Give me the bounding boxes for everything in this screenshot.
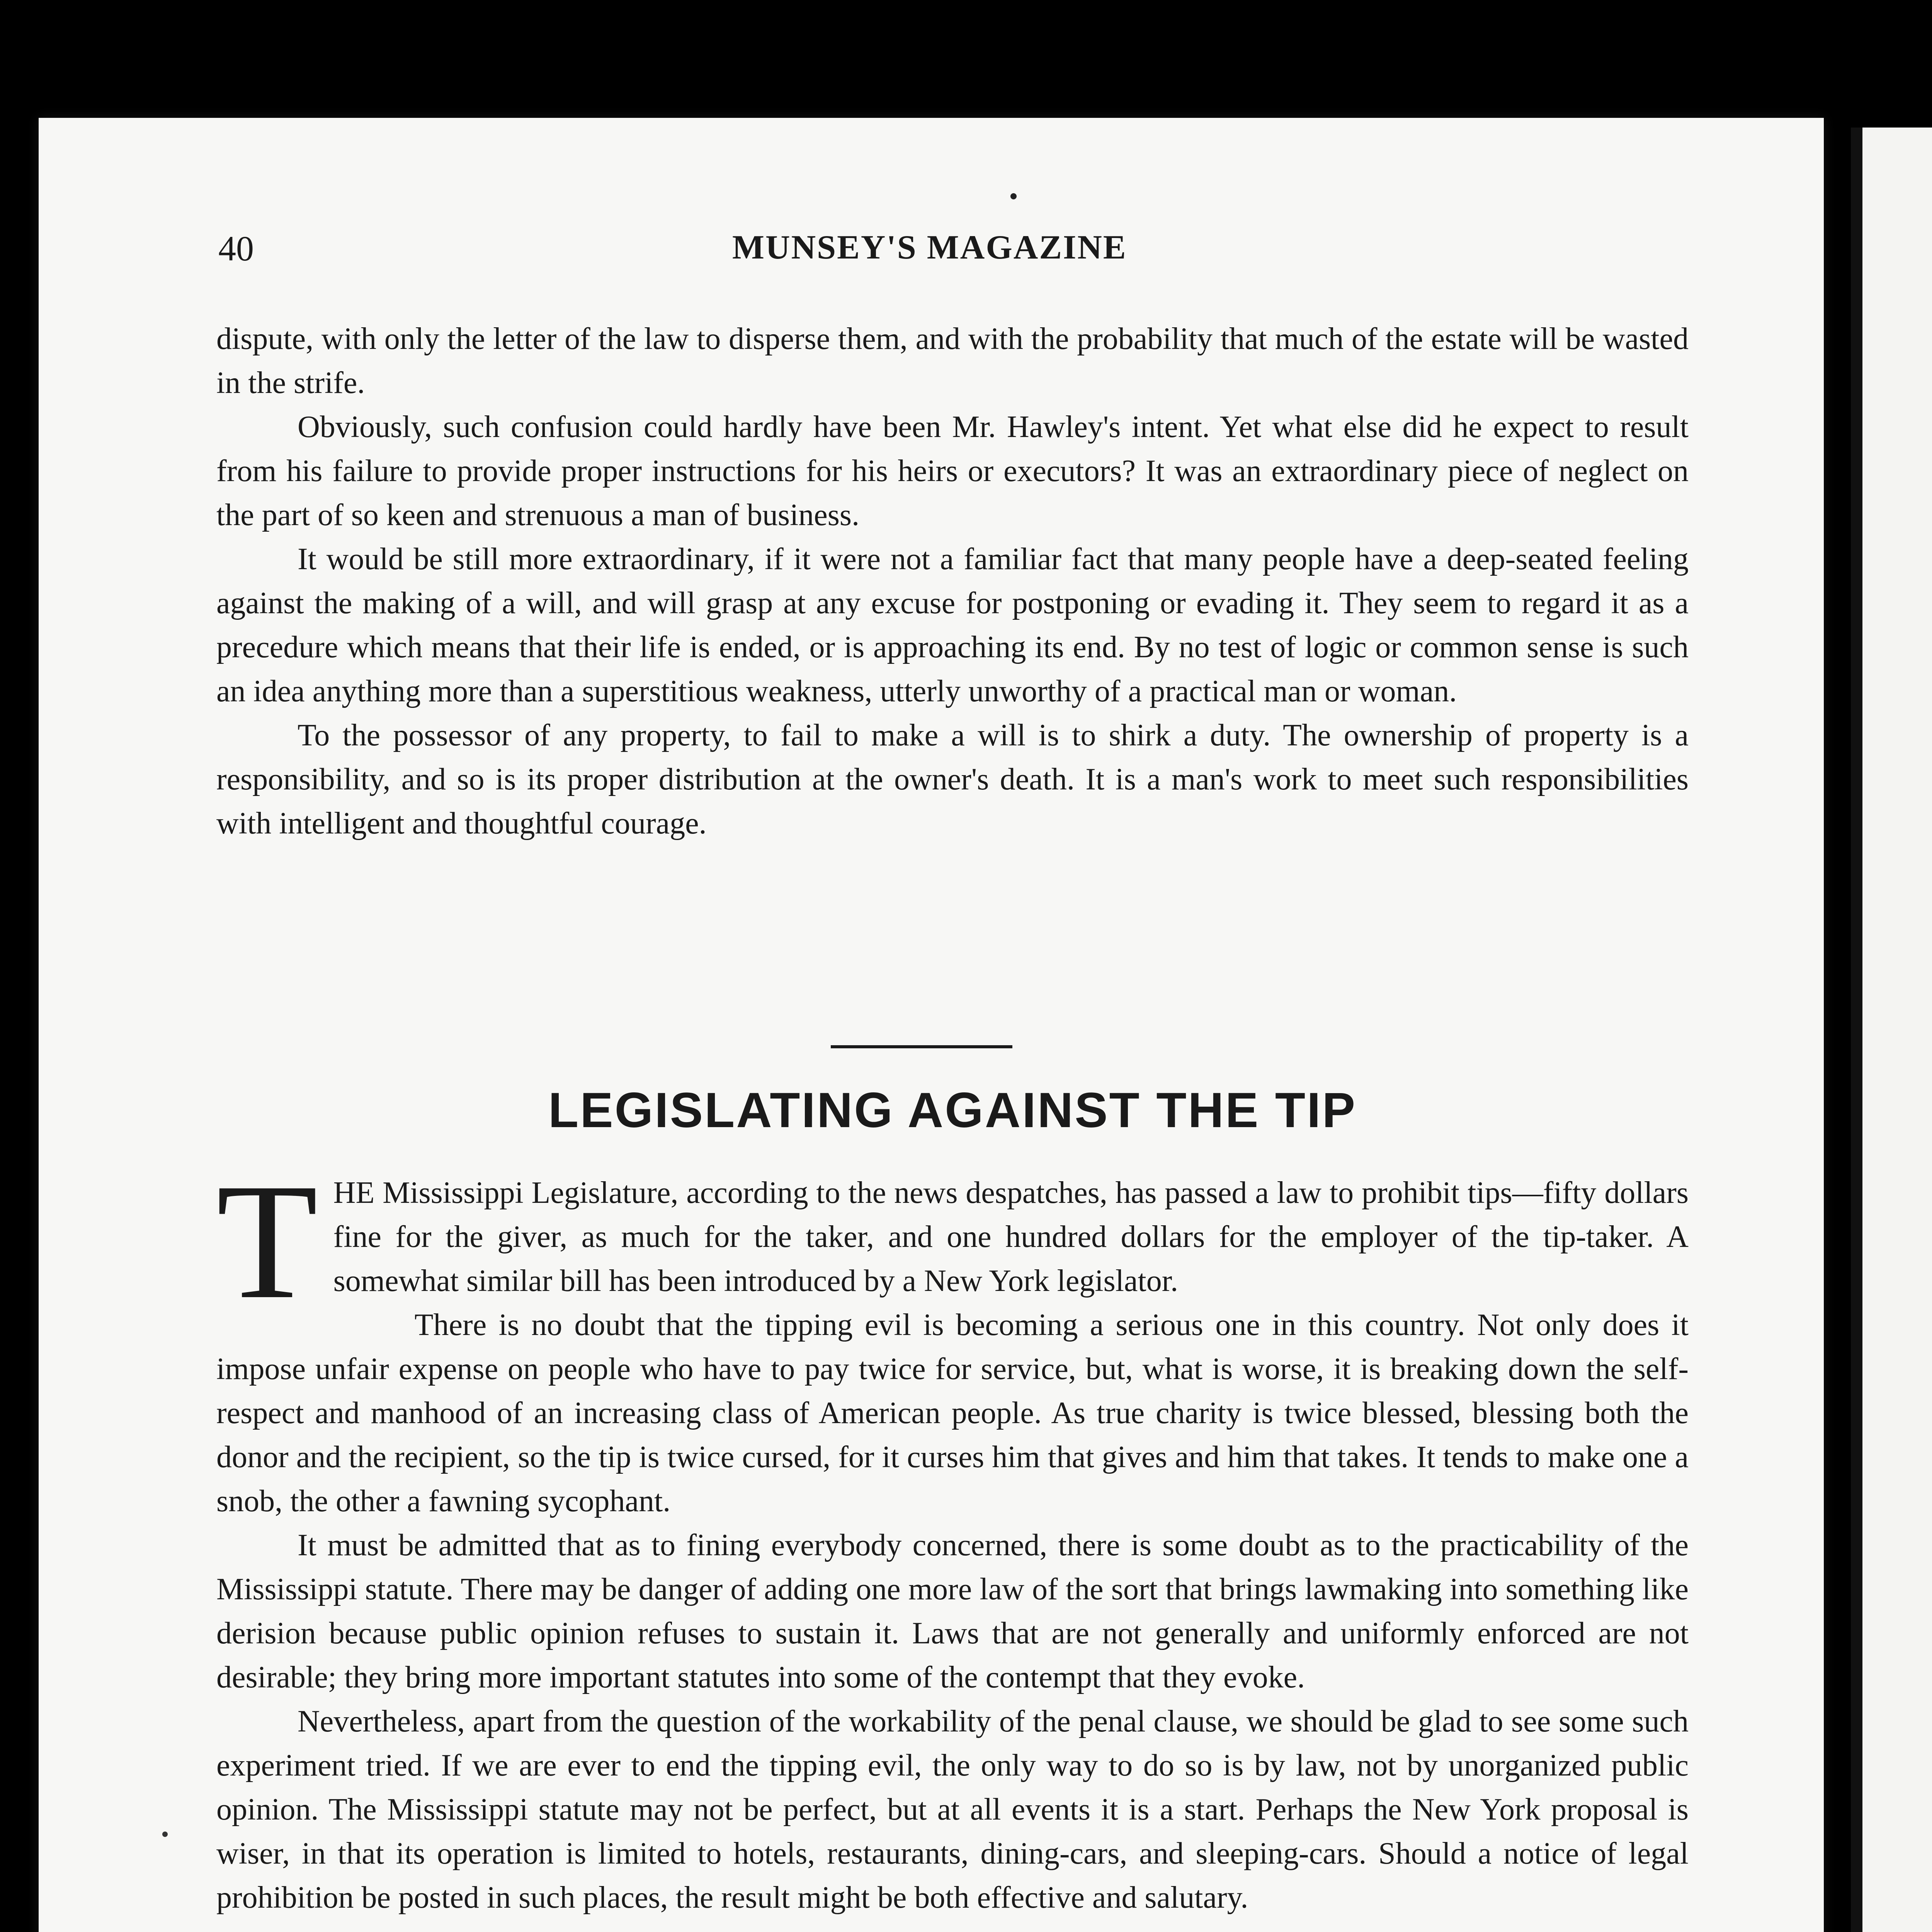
paragraph: dispute, with only the letter of the law to disperse them, and with the probability that much of the estate will be wasted in the strife. (216, 322, 1689, 400)
paragraph: There is no doubt that the tipping evil is becoming a serious one in this country. Not only does it impose unfair expense on people who have to pay twice for service, but, what is worse, it is breaking down the self-respect and manhood of an increasing class of American people. As true charity is twice blessed, blessing both the donor and the recipient, so the tip is twice cursed, for it curses him that gives and him that takes. It tends to make one a snob, the other a fawning sycophant. (216, 1308, 1689, 1518)
ink-dot (1010, 193, 1017, 199)
paragraph: Obviously, such confusion could hardly have been Mr. Hawley's intent. Yet what else did he expect to result from his failure to provide proper instructions for his heirs or executors? It was an extraordinary piece of neglect on the part of so keen and strenuous a man of business. (216, 410, 1689, 532)
running-head: MUNSEY'S MAGAZINE (732, 229, 1127, 266)
article-title: LEGISLATING AGAINST THE TIP (548, 1083, 1357, 1138)
paragraph: It must be admitted that as to fining everybody concerned, there is some doubt as to the practicability of the Mississippi statute. There may be danger of adding one more law of the sort that brings lawmaking into something like derision because public opinion refuses to sustain it. Laws that are not generally and uniformly enforced are not desirable; they bring more important statutes into some of the contempt that they evoke. (216, 1528, 1689, 1694)
article-body (216, 1150, 1689, 1920)
first-paragraph (216, 1150, 1689, 1333)
paragraph: Nevertheless, apart from the question of the workability of the penal clause, we should be glad to see some such experiment tried. If we are ever to end the tipping evil, the only way to do so is by law, not by unorganized public opinion. The Mississippi statute may not be perfect, but at all events it is a start. Perhaps the New York proposal is wiser, in that its operation is limited to hotels, restaurants, dining-cars, and sleeping-cars. Should a notice of legal prohibition be posted in such places, the result might be both effective and salutary. (216, 1704, 1689, 1915)
page-number: 40 (218, 229, 254, 268)
facing-page-edge (1851, 128, 1932, 1932)
page-header (218, 228, 1687, 274)
continued-article (216, 317, 1689, 845)
paragraph: It would be still more extraordinary, if it were not a familiar fact that many people have a deep-seated feeling against the making of a will, and will grasp at any excuse for postponing or evading it. They seem to regard it as a precedure which means that their life is ended, or is approaching its end. By no test of logic or common sense is such an idea anything more than a superstitious weakness, utterly unworthy of a practical man or woman. (216, 542, 1689, 708)
first-paragraph-text: HE Mississippi Legislature, according to the news despatches, has passed a law to prohibit tips—fifty dollars fine for the giver, as much for the taker, and one hundred dollars for the employer of the tip-taker. A somewhat similar bill has been introduced by a New York legislator. (333, 1176, 1689, 1298)
drop-cap: T (216, 1150, 318, 1333)
section-divider (831, 1045, 1012, 1048)
paragraph: To the possessor of any property, to fail to make a will is to shirk a duty. The ownership of property is a responsibility, and so is its proper distribution at the owner's death. It is a man's work to meet such responsibilities with intelligent and thoughtful courage. (216, 718, 1689, 840)
scan-speck (162, 1832, 168, 1837)
